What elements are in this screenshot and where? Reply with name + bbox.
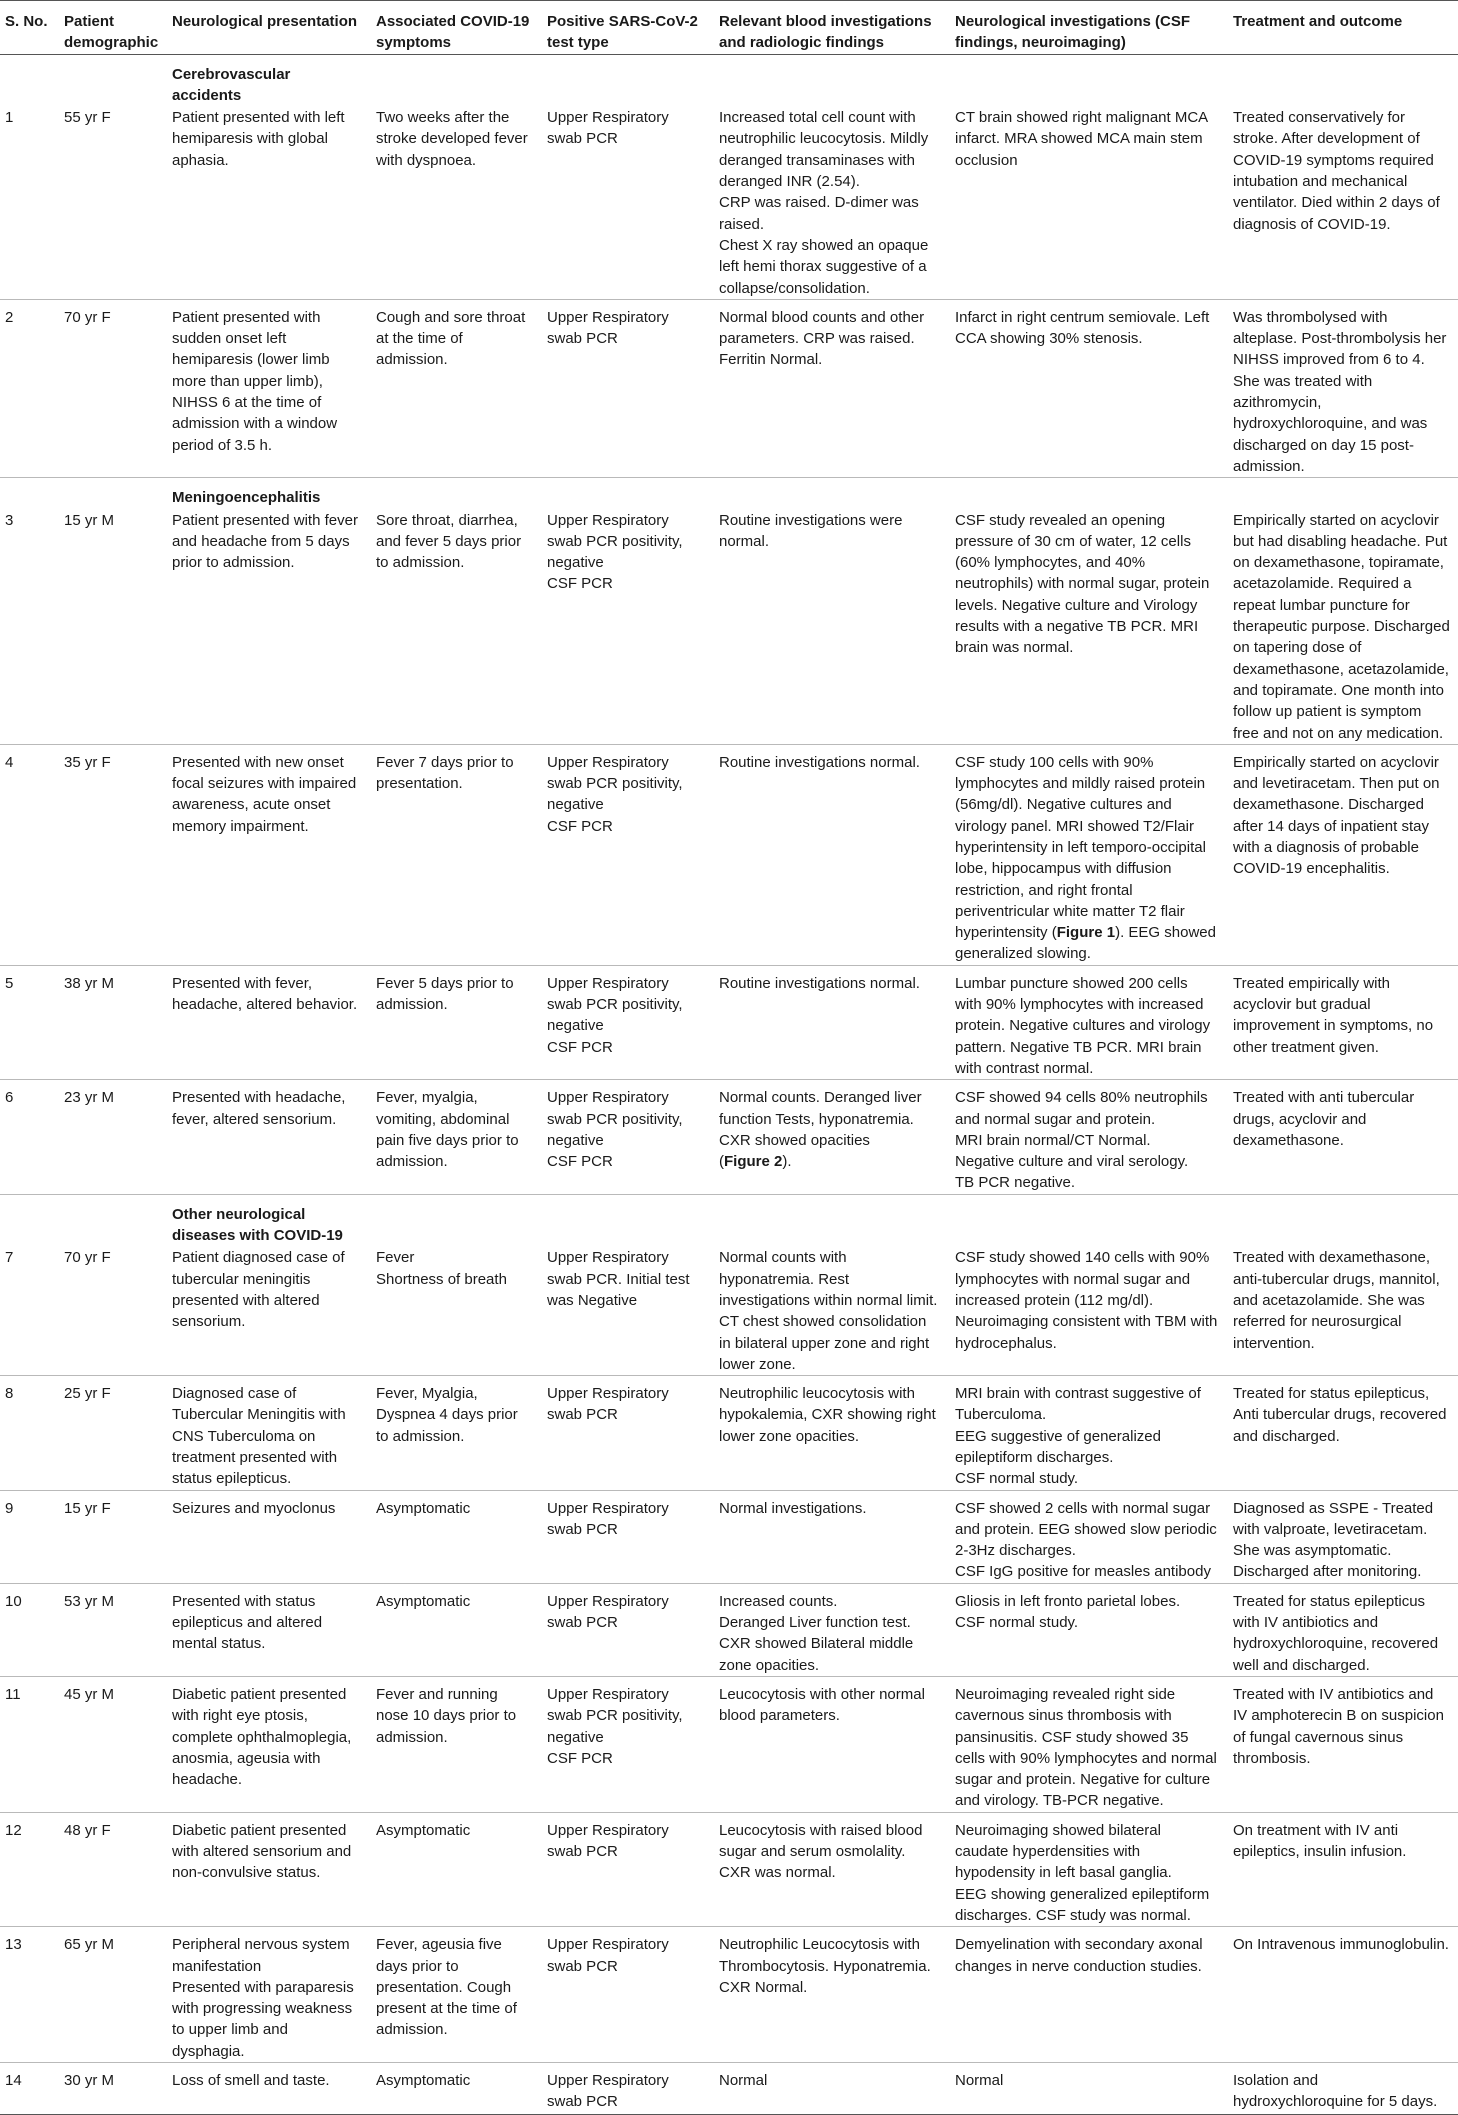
cell-demographic: 30 yr M [59,2063,165,2115]
cell-symptoms: Asymptomatic [369,1490,540,1583]
cell-treatment: Empirically started on acyclovir but had disabling headache. Put on dexamethasone, topiramate, acetazolamide. Required a repeat lumbar puncture for therapeutic purpose. Discharged on tapering dose of dexamethasone, acetazolamide, and topiramate. One month into follow up patient is symptom free and not on any medication. [1226,509,1458,745]
cell-blood: Normal investigations. [712,1490,948,1583]
section-row-other [0,1194,1458,1246]
cell-symptoms: Fever, myalgia, vomiting, abdominal pain five days prior to admission. [369,1080,540,1194]
table-body [0,54,1458,2114]
cell-test: Upper Respiratory swab PCR positivity, negative CSF PCR [540,1080,712,1194]
header-neuro: Neurological investigations (CSF findings, neuroimaging) [948,1,1226,55]
cell-blood: Normal counts with hyponatremia. Rest investigations within normal limit. CT chest showed consolidation in bilateral upper zone and right lower zone. [712,1246,948,1375]
cell-symptoms: Fever Shortness of breath [369,1246,540,1375]
table-row [0,965,1458,1079]
cell-presentation: Presented with status epilepticus and altered mental status. [165,1583,369,1676]
neuro-text: ). EEG showed generalized slowing. [955,924,1216,963]
cell-sno: 2 [0,299,59,477]
header-treatment: Treatment and outcome [1226,1,1458,55]
table-row [0,1812,1458,1926]
cell-blood: Routine investigations were normal. [712,509,948,745]
cell-symptoms: Fever 5 days prior to admission. [369,965,540,1079]
cell-test: Upper Respiratory swab PCR positivity, negative CSF PCR [540,744,712,965]
cell-sno: 6 [0,1080,59,1194]
cell-treatment: On Intravenous immunoglobulin. [1226,1927,1458,2063]
header-demographic: Patient demographic [59,1,165,55]
cell-demographic: 53 yr M [59,1583,165,1676]
cell-test: Upper Respiratory swab PCR [540,1583,712,1676]
cell-blood: Normal [712,2063,948,2115]
cell-treatment: Treated with IV antibiotics and IV amphoterecin B on suspicion of fungal cavernous sinus thrombosis. [1226,1676,1458,1812]
table-row [0,1246,1458,1375]
cell-presentation: Seizures and myoclonus [165,1490,369,1583]
cell-presentation: Peripheral nervous system manifestation Presented with paraparesis with progressing weakness to upper limb and dysphagia. [165,1927,369,2063]
cell-treatment: Treated conservatively for stroke. After development of COVID-19 symptoms required intubation and mechanical ventilator. Died within 2 days of diagnosis of COVID-19. [1226,106,1458,299]
cell-sno: 3 [0,509,59,745]
cell-neuro: Infarct in right centrum semiovale. Left CCA showing 30% stenosis. [948,299,1226,477]
section-row-meningoencephalitis [0,478,1458,509]
cell-treatment: Treated with anti tubercular drugs, acyclovir and dexamethasone. [1226,1080,1458,1194]
header-presentation: Neurological presentation [165,1,369,55]
cell-blood: Neutrophilic leucocytosis with hypokalemia, CXR showing right lower zone opacities. [712,1376,948,1490]
cell-presentation: Diagnosed case of Tubercular Meningitis with CNS Tuberculoma on treatment presented with status epilepticus. [165,1376,369,1490]
cell-test: Upper Respiratory swab PCR positivity, negative CSF PCR [540,1676,712,1812]
cell-demographic: 65 yr M [59,1927,165,2063]
cell-treatment: Treated empirically with acyclovir but gradual improvement in symptoms, no other treatment given. [1226,965,1458,1079]
cell-treatment: Diagnosed as SSPE - Treated with valproate, levetiracetam. She was asymptomatic. Discharged after monitoring. [1226,1490,1458,1583]
cell-presentation: Diabetic patient presented with altered sensorium and non-convulsive status. [165,1812,369,1926]
table-header [0,1,1458,55]
cell-demographic: 45 yr M [59,1676,165,1812]
blood-text: ). [782,1153,792,1171]
cell-symptoms: Fever and running nose 10 days prior to admission. [369,1676,540,1812]
cell-presentation: Diabetic patient presented with right eye ptosis, complete ophthalmoplegia, anosmia, ageusia with headache. [165,1676,369,1812]
cell-test: Upper Respiratory swab PCR [540,1812,712,1926]
figure-reference[interactable]: Figure 2 [724,1153,783,1171]
cell-neuro: CSF showed 94 cells 80% neutrophils and normal sugar and protein. MRI brain normal/CT Normal. Negative culture and viral serology. TB PCR negative. [948,1080,1226,1194]
table-row [0,1927,1458,2063]
figure-reference[interactable]: Figure 1 [1056,924,1116,942]
cell-blood: Increased counts. Deranged Liver function test. CXR showed Bilateral middle zone opacities. [712,1583,948,1676]
cell-demographic: 15 yr M [59,509,165,745]
cell-neuro: CSF showed 2 cells with normal sugar and protein. EEG showed slow periodic 2-3Hz discharges. CSF IgG positive for measles antibody [948,1490,1226,1583]
section-label: Meningoencephalitis [172,489,321,507]
cell-neuro: Neuroimaging showed bilateral caudate hyperdensities with hypodensity in left basal ganglia. EEG showing generalized epileptiform discharges. CSF study was normal. [948,1812,1226,1926]
cell-test: Upper Respiratory swab PCR. Initial test was Negative [540,1246,712,1375]
header-blood: Relevant blood investigations and radiologic findings [712,1,948,55]
cell-symptoms: Sore throat, diarrhea, and fever 5 days prior to admission. [369,509,540,745]
cell-symptoms: Asymptomatic [369,1812,540,1926]
cell-demographic: 48 yr F [59,1812,165,1926]
cell-test: Upper Respiratory swab PCR [540,1927,712,2063]
table-row [0,744,1458,965]
cell-sno: 10 [0,1583,59,1676]
header-sno: S. No. [0,1,59,55]
cell-blood: Routine investigations normal. [712,744,948,965]
cell-sno: 7 [0,1246,59,1375]
cell-presentation: Presented with headache, fever, altered sensorium. [165,1080,369,1194]
neuro-text: CSF study 100 cells with 90% lymphocytes and mildly raised protein (56mg/dl). Negative cultures and virology panel. MRI showed T2/Flair hyperintensity in left temporo-occipital lobe, hippocampus with diffusion restriction, and right frontal periventricular white matter T2 flair hyperintensity ( [955,753,1206,942]
cell-neuro [948,744,1226,965]
cell-symptoms: Cough and sore throat at the time of admission. [369,299,540,477]
table-row [0,1490,1458,1583]
cell-test: Upper Respiratory swab PCR [540,299,712,477]
cell-presentation: Presented with fever, headache, altered behavior. [165,965,369,1079]
cell-demographic: 70 yr F [59,299,165,477]
cell-blood: Increased total cell count with neutrophilic leucocytosis. Mildly deranged transaminases with deranged INR (2.54). CRP was raised. D-dimer was raised. Chest X ray showed an opaque left hemi thorax suggestive of a collapse/consolidation. [712,106,948,299]
cell-symptoms: Asymptomatic [369,2063,540,2115]
cell-blood [712,1080,948,1194]
cell-symptoms: Asymptomatic [369,1583,540,1676]
section-label: Cerebrovascular accidents [172,65,291,104]
cell-test: Upper Respiratory swab PCR [540,1376,712,1490]
cell-treatment: Was thrombolysed with alteplase. Post-thrombolysis her NIHSS improved from 6 to 4. She was treated with azithromycin, hydroxychloroquine, and was discharged on day 15 post-admission. [1226,299,1458,477]
cell-neuro: CSF study showed 140 cells with 90% lymphocytes with normal sugar and increased protein (112 mg/dl). Neuroimaging consistent with TBM with hydrocephalus. [948,1246,1226,1375]
cell-sno: 11 [0,1676,59,1812]
cell-treatment: On treatment with IV anti epileptics, insulin infusion. [1226,1812,1458,1926]
cell-demographic: 38 yr M [59,965,165,1079]
cell-sno: 12 [0,1812,59,1926]
blood-text: Normal counts. Deranged liver function Tests, hyponatremia. CXR showed opacities ( [719,1089,922,1171]
table-row [0,1376,1458,1490]
cell-presentation: Patient diagnosed case of tubercular meningitis presented with altered sensorium. [165,1246,369,1375]
cell-neuro: Neuroimaging revealed right side cavernous sinus thrombosis with pansinusitis. CSF study showed 35 cells with 90% lymphocytes and normal sugar and protein. Negative for culture and virology. TB-PCR negative. [948,1676,1226,1812]
table-row [0,106,1458,299]
table-row [0,1583,1458,1676]
cell-presentation: Presented with new onset focal seizures with impaired awareness, acute onset memory impairment. [165,744,369,965]
cell-neuro: Demyelination with secondary axonal changes in nerve conduction studies. [948,1927,1226,2063]
cell-sno: 8 [0,1376,59,1490]
table-row [0,2063,1458,2115]
cell-neuro: CSF study revealed an opening pressure of 30 cm of water, 12 cells (60% lymphocytes, and 40% neutrophils) with normal sugar, protein levels. Negative culture and Virology results with a negative TB PCR. MRI brain was normal. [948,509,1226,745]
cell-demographic: 35 yr F [59,744,165,965]
cell-symptoms: Two weeks after the stroke developed fever with dyspnoea. [369,106,540,299]
cell-treatment: Treated with dexamethasone, anti-tubercular drugs, mannitol, and acetazolamide. She was referred for neurosurgical intervention. [1226,1246,1458,1375]
cell-sno: 14 [0,2063,59,2115]
cell-treatment: Empirically started on acyclovir and levetiracetam. Then put on dexamethasone. Discharged after 14 days of inpatient stay with a diagnosis of probable COVID-19 encephalitis. [1226,744,1458,965]
cell-blood: Normal blood counts and other parameters. CRP was raised. Ferritin Normal. [712,299,948,477]
header-test-type: Positive SARS-CoV-2 test type [540,1,712,55]
section-row-cerebrovascular [0,54,1458,106]
cell-treatment: Treated for status epilepticus, Anti tubercular drugs, recovered and discharged. [1226,1376,1458,1490]
cell-symptoms: Fever, Myalgia, Dyspnea 4 days prior to admission. [369,1376,540,1490]
cell-demographic: 25 yr F [59,1376,165,1490]
cell-treatment: Treated for status epilepticus with IV antibiotics and hydroxychloroquine, recovered well and discharged. [1226,1583,1458,1676]
cell-blood: Neutrophilic Leucocytosis with Thrombocytosis. Hyponatremia. CXR Normal. [712,1927,948,2063]
cell-presentation: Patient presented with fever and headache from 5 days prior to admission. [165,509,369,745]
cell-sno: 1 [0,106,59,299]
cell-test: Upper Respiratory swab PCR [540,2063,712,2115]
cell-presentation: Patient presented with left hemiparesis with global aphasia. [165,106,369,299]
cell-blood: Routine investigations normal. [712,965,948,1079]
cell-sno: 5 [0,965,59,1079]
cell-demographic: 70 yr F [59,1246,165,1375]
cell-treatment: Isolation and hydroxychloroquine for 5 days. [1226,2063,1458,2115]
table-row [0,1676,1458,1812]
cell-demographic: 23 yr M [59,1080,165,1194]
cell-blood: Leucocytosis with other normal blood parameters. [712,1676,948,1812]
cell-neuro: Normal [948,2063,1226,2115]
cell-test: Upper Respiratory swab PCR positivity, negative CSF PCR [540,509,712,745]
cell-neuro: CT brain showed right malignant MCA infarct. MRA showed MCA main stem occlusion [948,106,1226,299]
table-row [0,509,1458,745]
cell-demographic: 15 yr F [59,1490,165,1583]
cell-sno: 9 [0,1490,59,1583]
cell-neuro: MRI brain with contrast suggestive of Tuberculoma. EEG suggestive of generalized epileptiform discharges. CSF normal study. [948,1376,1226,1490]
cell-neuro: Lumbar puncture showed 200 cells with 90% lymphocytes with increased protein. Negative cultures and virology pattern. Negative TB PCR. MRI brain with contrast normal. [948,965,1226,1079]
cell-presentation: Loss of smell and taste. [165,2063,369,2115]
cell-symptoms: Fever 7 days prior to presentation. [369,744,540,965]
cell-symptoms: Fever, ageusia five days prior to presentation. Cough present at the time of admission. [369,1927,540,2063]
cell-sno: 4 [0,744,59,965]
cell-neuro: Gliosis in left fronto parietal lobes. CSF normal study. [948,1583,1226,1676]
cell-blood: Leucocytosis with raised blood sugar and serum osmolality. CXR was normal. [712,1812,948,1926]
cell-demographic: 55 yr F [59,106,165,299]
table-row [0,1080,1458,1194]
cell-test: Upper Respiratory swab PCR positivity, negative CSF PCR [540,965,712,1079]
cell-test: Upper Respiratory swab PCR [540,106,712,299]
header-symptoms: Associated COVID-19 symptoms [369,1,540,55]
table-row [0,299,1458,477]
section-label: Other neurological diseases with COVID-19 [172,1205,343,1245]
cell-presentation: Patient presented with sudden onset left hemiparesis (lower limb more than upper limb), NIHSS 6 at the time of admission with a window period of 3.5 h. [165,299,369,477]
cell-sno: 13 [0,1927,59,2063]
cell-test: Upper Respiratory swab PCR [540,1490,712,1583]
